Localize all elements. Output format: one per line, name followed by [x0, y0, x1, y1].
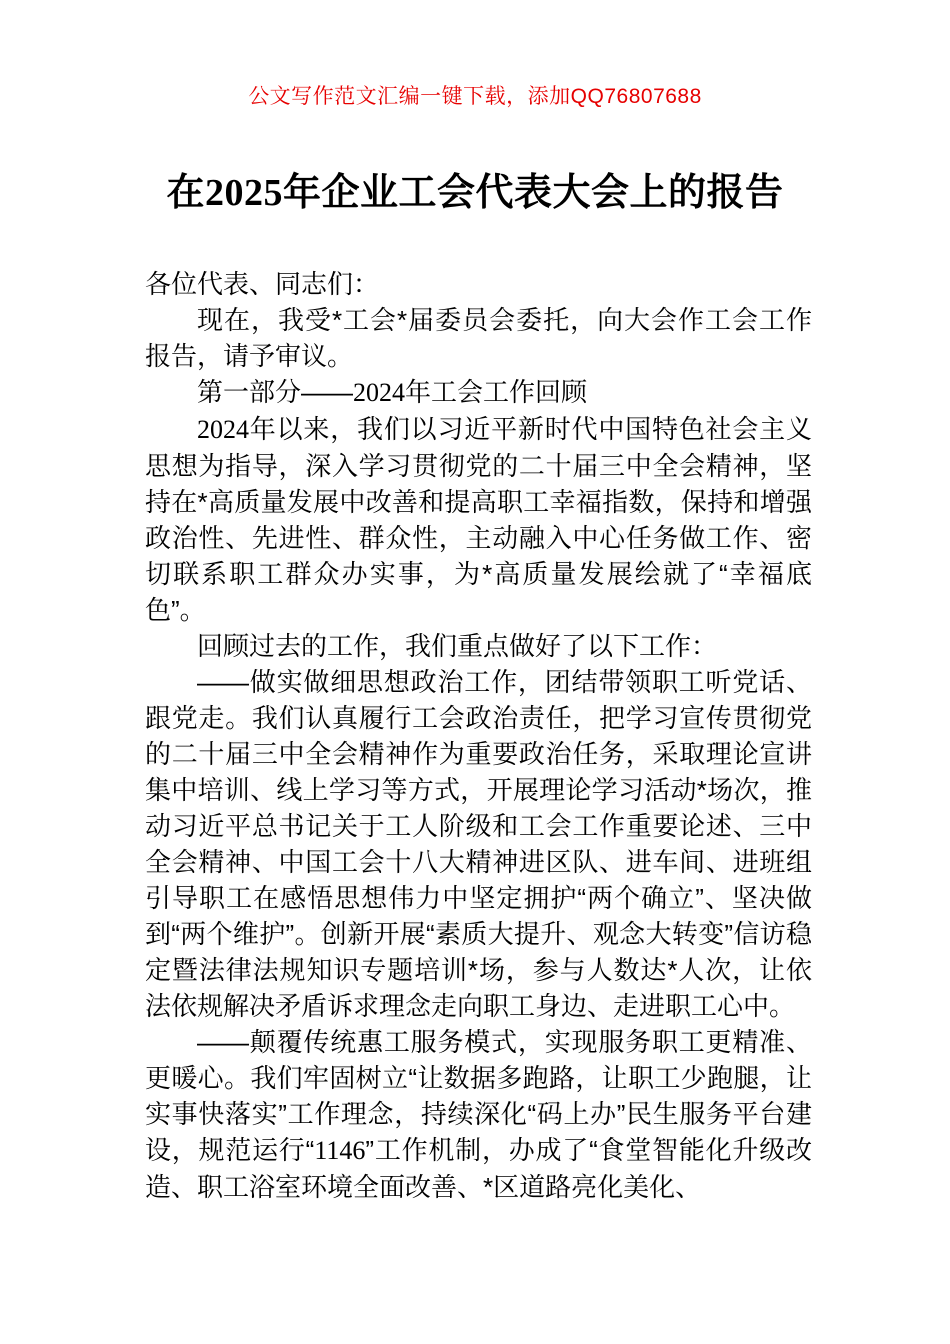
latin-numerals: 2024 [197, 415, 249, 444]
document-body [145, 266, 812, 1205]
paragraph: ——颠覆传统惠工服务模式，实现服务职工更精准、更暖心。我们牢固树立“让数据多跑路，让职工少跑腿，让实事快落实”工作理念，持续深化“码上办”民生服务平台建设，规范运行“1146”工作机制，办成了“食堂智能化升级改造、职工浴室环境全面改善、*区道路亮化美化、 [145, 1027, 812, 1202]
paragraph: 第一部分——2024年工会工作回顾 [197, 377, 588, 407]
paragraph: 回顾过去的工作，我们重点做好了以下工作： [197, 631, 718, 661]
paragraph: 各位代表、同志们： [145, 269, 380, 299]
latin-numerals: 2025 [205, 172, 283, 214]
paragraph: ——做实做细思想政治工作，团结带领职工听党话、跟党走。我们认真履行工会政治责任，把学习宣传贯彻党的二十届三中全会精神作为重要政治任务，采取理论宣讲集中培训、线上学习等方式，开展理论学习活动*场次，推动习近平总书记关于工人阶级和工会工作重要论述、三中全会精神、中国工会十八大精神进区队、进车间、进班组引导职工在感悟思想伟力中坚定拥护“两个确立”、坚决做到“两个维护”。创新开展“素质大提升、观念大转变”信访稳定暨法律法规知识专题培训*场，参与人数达*人次，让依法依规解决矛盾诉求理念走向职工身边、走进职工心中。 [145, 667, 812, 1021]
page-title: 在2025年企业工会代表大会上的报告 [166, 172, 784, 214]
promo-banner-text: 公文写作范文汇编一键下载，添加QQ76807688 [248, 85, 702, 108]
paragraph: 2024年以来，我们以习近平新时代中国特色社会主义思想为指导，深入学习贯彻党的二十届三中全会精神，坚持在*高质量发展中改善和提高职工幸福指数，保持和增强政治性、先进性、群众性，主动融入中心任务做工作、密切联系职工群众办实事，为*高质量发展绘就了“幸福底色”。 [145, 414, 812, 625]
latin-numerals: 2024 [353, 378, 406, 407]
latin-numerals: 1146 [314, 1136, 366, 1165]
paragraph: 现在，我受*工会*届委员会委托，向大会作工会工作报告，请予审议。 [145, 305, 812, 371]
